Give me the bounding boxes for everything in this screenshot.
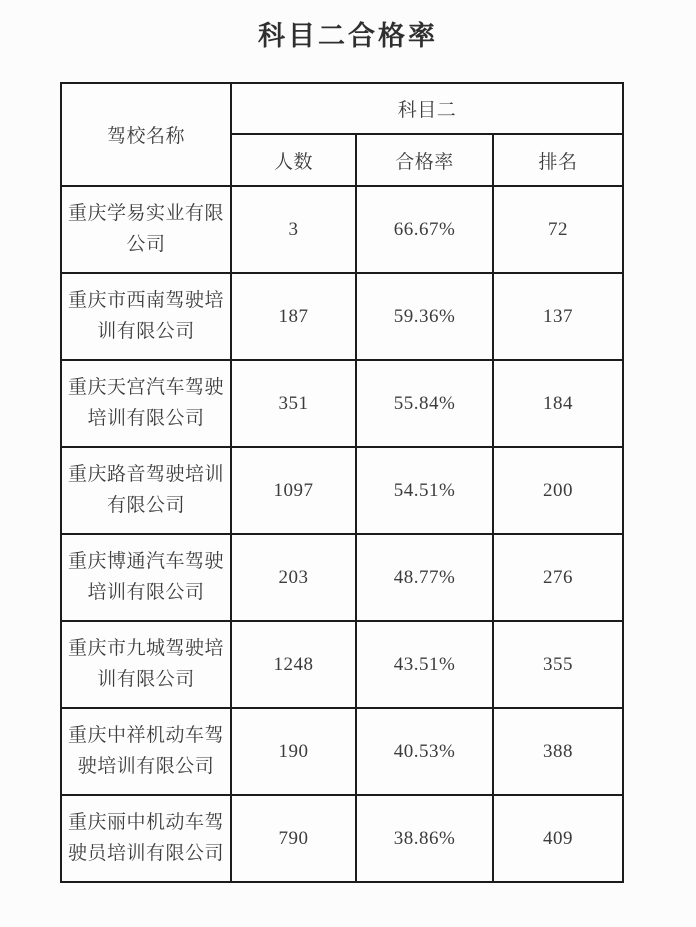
school-name-cell: 重庆中祥机动车驾驶培训有限公司 <box>61 708 231 795</box>
school-name-cell: 重庆路音驾驶培训有限公司 <box>61 447 231 534</box>
table-row <box>61 360 623 447</box>
pass-rate-cell: 43.51% <box>356 621 493 708</box>
count-cell: 203 <box>231 534 356 621</box>
rank-cell: 355 <box>493 621 623 708</box>
rank-cell: 276 <box>493 534 623 621</box>
table-row <box>61 186 623 273</box>
rank-cell: 200 <box>493 447 623 534</box>
count-cell: 187 <box>231 273 356 360</box>
table-row <box>61 534 623 621</box>
pass-rate-cell: 48.77% <box>356 534 493 621</box>
table-body <box>61 186 623 882</box>
rank-cell: 72 <box>493 186 623 273</box>
pass-rate-cell: 40.53% <box>356 708 493 795</box>
count-cell: 351 <box>231 360 356 447</box>
school-name-cell: 重庆博通汽车驾驶培训有限公司 <box>61 534 231 621</box>
table-row <box>61 621 623 708</box>
pass-rate-cell: 54.51% <box>356 447 493 534</box>
table-header <box>61 83 623 186</box>
table-row <box>61 447 623 534</box>
table-row <box>61 273 623 360</box>
pass-rate-cell: 55.84% <box>356 360 493 447</box>
pass-rate-cell: 66.67% <box>356 186 493 273</box>
count-cell: 1248 <box>231 621 356 708</box>
school-name-cell: 重庆学易实业有限公司 <box>61 186 231 273</box>
pass-rate-table <box>60 82 624 883</box>
header-school-name: 驾校名称 <box>61 83 231 186</box>
rank-cell: 388 <box>493 708 623 795</box>
count-cell: 790 <box>231 795 356 882</box>
header-pass-rate: 合格率 <box>356 134 493 186</box>
rank-cell: 409 <box>493 795 623 882</box>
header-group-row <box>61 83 623 134</box>
header-rank: 排名 <box>493 134 623 186</box>
header-subject-group: 科目二 <box>231 83 623 134</box>
pass-rate-cell: 59.36% <box>356 273 493 360</box>
school-name-cell: 重庆丽中机动车驾驶员培训有限公司 <box>61 795 231 882</box>
school-name-cell: 重庆市西南驾驶培训有限公司 <box>61 273 231 360</box>
pass-rate-cell: 38.86% <box>356 795 493 882</box>
school-name-cell: 重庆天宫汽车驾驶培训有限公司 <box>61 360 231 447</box>
count-cell: 190 <box>231 708 356 795</box>
rank-cell: 184 <box>493 360 623 447</box>
table-row <box>61 708 623 795</box>
count-cell: 3 <box>231 186 356 273</box>
count-cell: 1097 <box>231 447 356 534</box>
table-row <box>61 795 623 882</box>
rank-cell: 137 <box>493 273 623 360</box>
page-title: 科目二合格率 <box>258 21 438 51</box>
header-count: 人数 <box>231 134 356 186</box>
school-name-cell: 重庆市九城驾驶培训有限公司 <box>61 621 231 708</box>
